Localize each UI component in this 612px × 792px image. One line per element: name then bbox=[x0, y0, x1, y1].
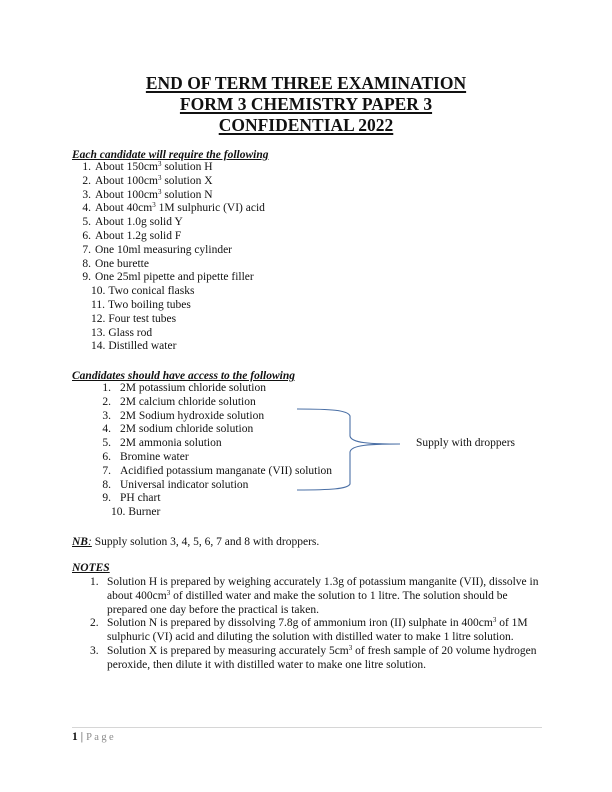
list-item: 14. Distilled water bbox=[91, 340, 177, 353]
list-item: 2. About $100cm^3$ solution X bbox=[82, 173, 213, 187]
list-item: 7. One 10ml measuring cylinder bbox=[82, 243, 233, 256]
page-word: Page bbox=[86, 732, 117, 743]
page-footer: 1 | Page bbox=[72, 731, 117, 743]
list-item: 1. About $150cm^3$ solution H bbox=[82, 160, 213, 173]
list-item: 8. Universal indicator solution bbox=[102, 478, 249, 491]
list-item: 6. About 1.2g solid F bbox=[82, 229, 182, 242]
title-line-3: CONFIDENTIAL 2022 bbox=[218, 115, 394, 135]
list-item: 5. 2M ammonia solution bbox=[102, 437, 222, 450]
list-item: 3. About $100cm^3$ solution N bbox=[82, 187, 213, 201]
list-item: 5. About 1.0g solid Y bbox=[82, 216, 183, 229]
list-item: 4. 2M sodium chloride solution bbox=[102, 423, 254, 436]
list-item: 12. Four test tubes bbox=[91, 312, 177, 325]
brace-label: Supply with droppers bbox=[416, 437, 516, 449]
list-item: 11. Two boiling tubes bbox=[91, 298, 191, 311]
list-item: 10. Burner bbox=[111, 506, 161, 519]
footer-divider bbox=[72, 727, 542, 728]
list-item: 3. 2M Sodium hydroxide solution bbox=[102, 409, 265, 422]
access-heading: Candidates should have access to the following bbox=[72, 370, 295, 382]
list-item: 13. Glass rod bbox=[91, 326, 153, 339]
list-item: 6. Bromine water bbox=[102, 450, 189, 463]
nb-note: NB: Supply solution 3, 4, 5, 6, 7 and 8 with droppers. bbox=[72, 536, 320, 548]
requirements-heading: Each candidate will require the following bbox=[72, 149, 269, 161]
list-item: 9. One 25ml pipette and pipette filler bbox=[82, 271, 254, 284]
title-line-1: END OF TERM THREE EXAMINATION bbox=[145, 73, 467, 93]
note-item: 3. Solution X is prepared by measuring accurately $5cm^3$ of fresh sample of 20 volume hydrogen peroxide, then dilute it with distilled water to make one litre solution. bbox=[90, 643, 537, 671]
list-item: 8. One burette bbox=[82, 257, 149, 270]
notes-heading: NOTES bbox=[72, 562, 110, 574]
list-item: 2. 2M calcium chloride solution bbox=[102, 395, 256, 408]
list-item: 4. About $40cm^3$ 1M sulphuric (VI) acid bbox=[82, 201, 265, 215]
note-item: 1. Solution H is prepared by weighing accurately 1.3g of potassium manganite (VII), dissolve in about $400cm^3$ of distilled water and make the solution to 1 litre. The solution should be prepared one day before the practical is taken. bbox=[90, 576, 539, 616]
title-line-2: FORM 3 CHEMISTRY PAPER 3 bbox=[179, 94, 433, 114]
list-item: 9. PH chart bbox=[102, 492, 161, 505]
list-item: 1. 2M potassium chloride solution bbox=[102, 382, 266, 394]
nb-label: NB bbox=[72, 536, 88, 548]
nb-text: Supply solution 3, 4, 5, 6, 7 and 8 with droppers. bbox=[91, 536, 320, 548]
list-item: 7. Acidified potassium manganate (VII) solution bbox=[102, 464, 333, 477]
notes-list bbox=[90, 576, 540, 673]
page-number: 1 bbox=[72, 731, 78, 743]
note-item: 2. Solution N is prepared by dissolving 7.8g of ammonium iron (II) sulphate in $400cm^3$ of 1M sulphuric (VI) acid and diluting the solution with distilled water to make 1 litre solution. bbox=[90, 616, 528, 644]
list-item: 10. Two conical flasks bbox=[91, 285, 195, 298]
